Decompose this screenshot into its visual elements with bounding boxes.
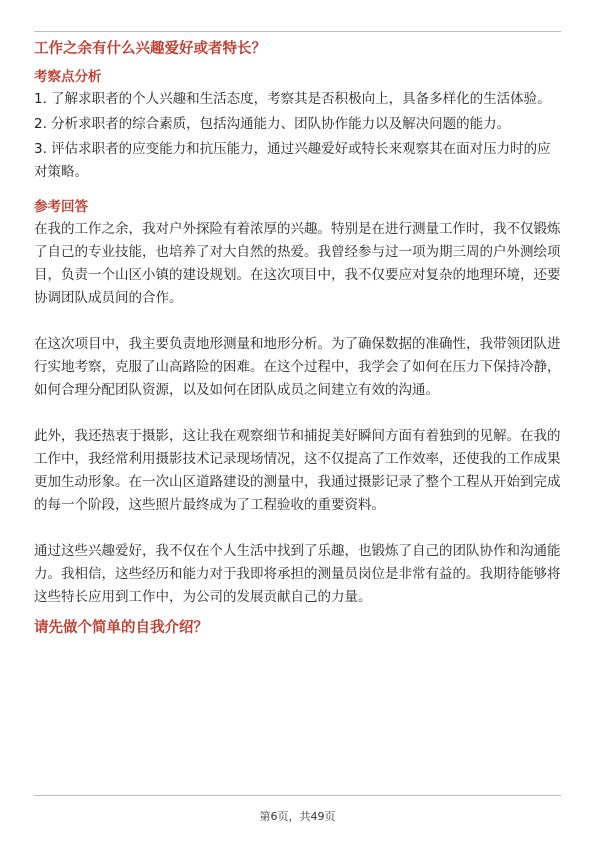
answer-heading: 参考回答 <box>34 199 88 215</box>
page-content <box>34 36 561 645</box>
page-number: 第6页，共49页 <box>259 810 336 823</box>
analysis-heading: 考察点分析 <box>34 69 102 85</box>
answer-paragraph: 通过这些兴趣爱好，我不仅在个人生活中找到了乐趣，也锻炼了自己的团队协作和沟通能力。我相信，这些经历和能力对于我即将承担的测量员岗位是非常有益的。我期待能够将这些特长应用到工作中，为公司的发展贡献自己的力量。 <box>34 543 561 605</box>
bottom-divider <box>34 795 561 796</box>
analysis-point: 3. 评估求职者的应变能力和抗压能力，通过兴趣爱好或特长来观察其在面对压力时的应对策略。 <box>34 141 551 180</box>
answer-paragraph: 在我的工作之余，我对户外探险有着浓厚的兴趣。特别是在进行测量工作时，我不仅锻炼了自己的专业技能，也培养了对大自然的热爱。我曾经参与过一项为期三周的户外测绘项目，负责一个山区小镇的建设规划。在这次项目中，我不仅要应对复杂的地理环境，还要协调团队成员间的合作。 <box>34 221 561 306</box>
analysis-point: 2. 分析求职者的综合素质，包括沟通能力、团队协作能力以及解决问题的能力。 <box>34 116 511 132</box>
analysis-point: 1. 了解求职者的个人兴趣和生活态度，考察其是否积极向上，具备多样化的生活体验。 <box>34 91 551 107</box>
answer-paragraph: 在这次项目中，我主要负责地形测量和地形分析。为了确保数据的准确性，我带领团队进行实地考察，克服了山高路险的困难。在这个过程中，我学会了如何在压力下保持冷静，如何合理分配团队资源，以及如何在团队成员之间建立有效的沟通。 <box>34 336 561 398</box>
question-title: 工作之余有什么兴趣爱好或者特长？ <box>34 41 266 57</box>
top-divider <box>34 31 561 32</box>
answer-paragraph: 此外，我还热衷于摄影，这让我在观察细节和捕捉美好瞬间方面有着独到的见解。在我的工作中，我经常利用摄影技术记录现场情况，这不仅提高了工作效率，还使我的工作成果更加生动形象。在一次山区道路建设的测量中，我通过摄影记录了整个工程从开始到完成的每一个阶段，这些照片最终成为了工程验收的重要资料。 <box>34 428 561 513</box>
next-question-title: 请先做个简单的自我介绍？ <box>34 620 208 636</box>
